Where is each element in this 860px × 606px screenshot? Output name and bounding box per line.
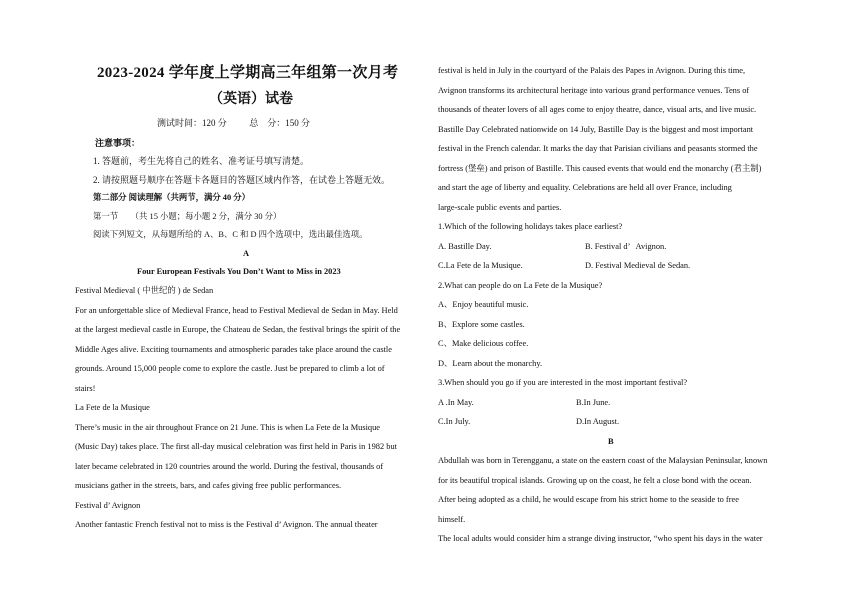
passage-line: Festival d’ Avignon [75, 501, 141, 510]
note-item: 2. 请按照题号顺序在答题卡各题目的答题区域内作答，在试卷上答题无效。 [93, 175, 391, 185]
question-stem: 1.Which of the following holidays takes place earliest? [438, 222, 623, 231]
option-c: C.In July. [438, 417, 471, 426]
option-c: C.La Fete de la Musique. [438, 261, 523, 270]
passage-line: Another fantastic French festival not to miss is the Festival d’ Avignon. The annual theater [75, 520, 378, 529]
option-c: C、Make delicious coffee. [438, 339, 529, 348]
option-d: D.In August. [576, 417, 620, 426]
passage-line: festival in the French calendar. It marks the day that Parisian civilians and peasants stormed the [438, 144, 758, 153]
reading-instruction: 阅读下列短文，从每题所给的 A、B、C 和 D 四个选项中，选出最佳选项。 [93, 230, 368, 239]
passage-label: A [243, 249, 250, 258]
option-a: A. Bastille Day. [438, 242, 492, 251]
passage-line: large-scale public events and parties. [438, 203, 562, 212]
passage-line: Middle Ages alive. Exciting tournaments and atmospheric parades take place around the castle [75, 345, 392, 354]
passage-line: (Music Day) takes place. The first all-day musical celebration was first held in Paris in 1982 but [75, 442, 397, 451]
passage-line: thousands of theater lovers of all ages come to enjoy theatre, dance, visual arts, and live music. [438, 105, 757, 114]
passage-line: Festival Medieval ( 中世纪的 ) de Sedan [75, 286, 214, 295]
option-a: A、Enjoy beautiful music. [438, 300, 529, 309]
passage-line: grounds. Around 15,000 people come to explore the castle. Just be prepared to climb a lot of [75, 364, 385, 373]
passage-line: himself. [438, 515, 466, 524]
passage-line: There’s music in the air throughout France on 21 June. This is when La Fete de la Musique [75, 423, 381, 432]
option-a: A .In May. [438, 398, 474, 407]
passage-line: For an unforgettable slice of Medieval France, head to Festival Medieval de Sedan in May. Held [75, 306, 398, 315]
exam-title: 2023-2024 学年度上学期高三年组第一次月考 [97, 65, 399, 81]
passage-title: Four European Festivals You Don’t Want to Miss in 2023 [137, 267, 341, 276]
section1-heading: 第一节 （共 15 小题；每小题 2 分，满分 30 分） [93, 212, 282, 221]
passage-line: Abdullah was born in Terengganu, a state on the eastern coast of the Malaysian Peninsular, known [438, 456, 768, 465]
part2-heading: 第二部分 阅读理解（共两节，满分 40 分） [93, 193, 251, 202]
exam-subtitle: （英语）试卷 [209, 92, 293, 107]
passage-line: musicians gather in the streets, bars, and cafes giving free public performances. [75, 481, 342, 490]
passage-line: Avignon transforms its architectural heritage into various grand performance venues. Tens of [438, 86, 750, 95]
question-stem: 2.What can people do on La Fete de la Musique? [438, 281, 603, 290]
passage-line: stairs! [75, 384, 96, 393]
passage-line: later became celebrated in 120 countries around the world. During the festival, thousands of [75, 462, 384, 471]
passage-line: The local adults would consider him a strange diving instructor, “who spent his days in the water [438, 534, 763, 543]
question-stem: 3.When should you go if you are interested in the most important festival? [438, 378, 688, 387]
passage-line: at the largest medieval castle in Europe, the Chateau de Sedan, the festival brings the spirit of the [75, 325, 401, 334]
exam-meta: 测试时间：120 分 总 分：150 分 [157, 118, 311, 128]
passage-line: for its beautiful tropical islands. Growing up on the coast, he felt a close bond with the ocean. [438, 476, 752, 485]
passage-line: La Fete de la Musique [75, 403, 150, 412]
notes-heading: 注意事项： [95, 138, 141, 148]
passage-line: fortress (堡垒) and prison of Bastille. This caused events that would end the monarchy (君主制) [438, 164, 762, 173]
passage-line: Bastille Day Celebrated nationwide on 14 July, Bastille Day is the biggest and most important [438, 125, 754, 134]
option-d: D、Learn about the monarchy. [438, 359, 543, 368]
passage-label: B [608, 437, 614, 446]
passage-line: festival is held in July in the courtyard of the Palais des Papes in Avignon. During this time, [438, 66, 746, 75]
passage-line: After being adopted as a child, he would escape from his strict home to the seaside to free [438, 495, 739, 504]
option-b: B、Explore some castles. [438, 320, 525, 329]
note-item: 1. 答题前，考生先将自己的姓名、准考证号填写清楚。 [93, 156, 310, 166]
option-b: B. Festival d’ Avignon. [585, 242, 667, 251]
option-d: D. Festival Medieval de Sedan. [585, 261, 691, 270]
option-b: B.In June. [576, 398, 611, 407]
passage-line: and start the age of liberty and equality. Celebrations are held all over France, including [438, 183, 732, 192]
